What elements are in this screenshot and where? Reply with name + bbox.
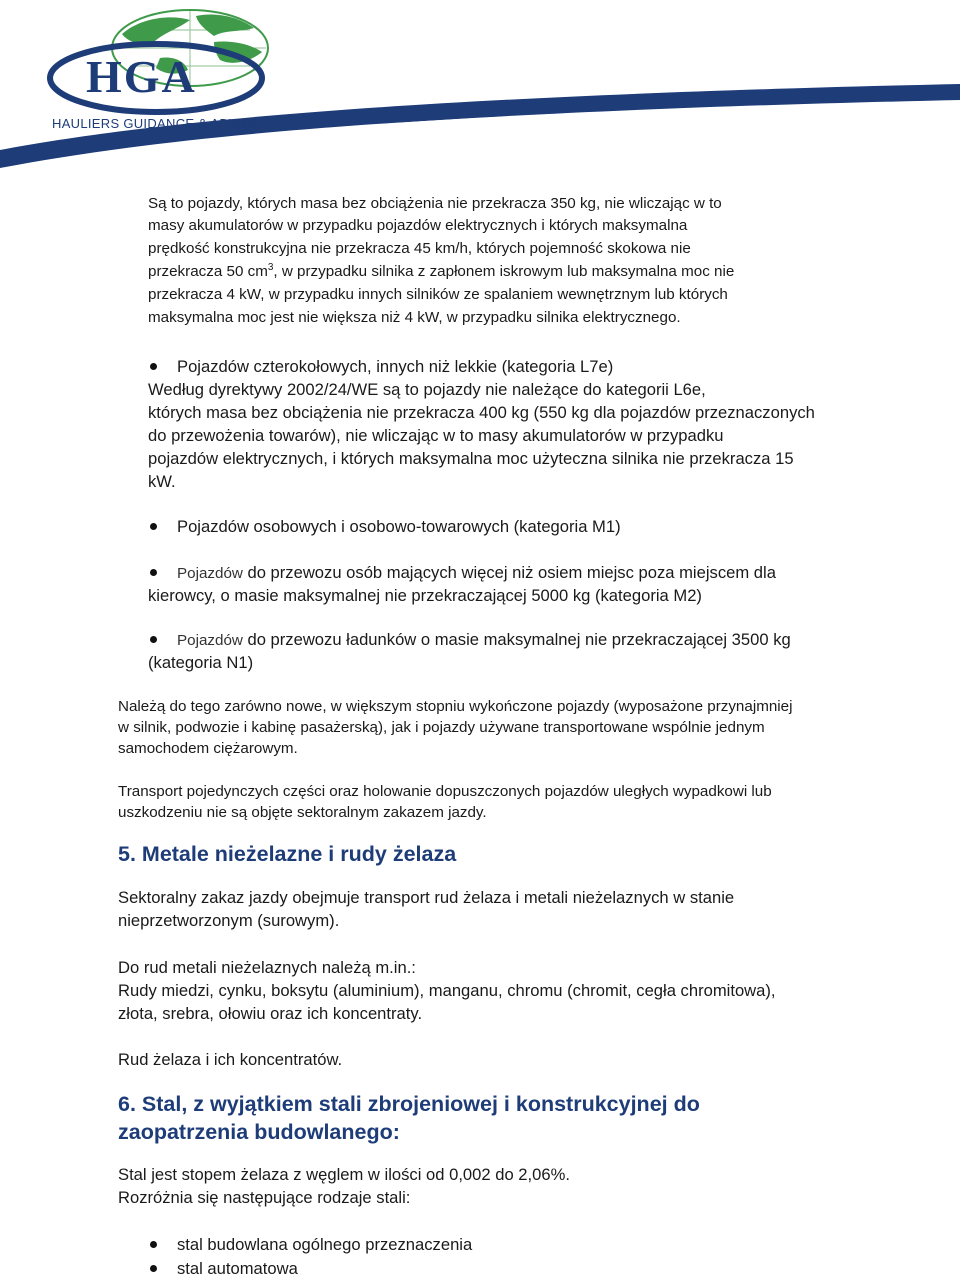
bullet-dot xyxy=(150,569,157,576)
intro-line: masy akumulatorów w przypadku pojazdów elektrycznych i których maksymalna xyxy=(148,217,688,234)
intro-text: , w przypadku silnika z zapłonem iskrowym lub maksymalna moc nie xyxy=(273,263,735,280)
para-line: Należą do tego zarówno nowe, w większym stopniu wykończone pojazdy (wyposażone przynajmniej xyxy=(118,698,793,715)
bullet-dot xyxy=(150,1265,157,1272)
bullet-text: (kategoria N1) xyxy=(148,653,254,672)
bullet-lead: Pojazdów xyxy=(177,565,243,582)
intro-line: maksymalna moc jest nie większa niż 4 kW, w przypadku silnika elektrycznego. xyxy=(148,309,681,326)
bullet-text: Według dyrektywy 2002/24/WE są to pojazdy nie należące do kategorii L6e, xyxy=(148,380,706,399)
intro-line: przekracza 4 kW, w przypadku innych silników ze spalaniem wewnętrznym lub których xyxy=(148,286,728,303)
bullet-heading xyxy=(177,561,776,585)
section-heading: 5. Metale nieżelazne i rudy żelaza xyxy=(118,842,457,866)
bullet-lead: Pojazdów xyxy=(177,632,243,649)
superscript: 3 xyxy=(267,261,274,273)
intro-text: przekracza 50 cm xyxy=(148,263,268,280)
bullet-heading xyxy=(177,628,791,652)
para-line: Sektoralny zakaz jazdy obejmuje transport rud żelaza i metali nieżelaznych w stanie xyxy=(118,888,735,907)
bullet-text: kW. xyxy=(148,472,176,491)
para-line: nieprzetworzonym (surowym). xyxy=(118,911,340,930)
intro-line: Są to pojazdy, których masa bez obciążenia nie przekracza 350 kg, nie wliczając w to xyxy=(148,195,722,212)
bullet-text: pojazdów elektrycznych, i których maksymalna moc użyteczna silnika nie przekracza 15 xyxy=(148,449,794,468)
bullet-dot xyxy=(150,523,157,530)
para-line: Rudy miedzi, cynku, boksytu (aluminium), manganu, chromu (chromit, cegła chromitowa), xyxy=(118,981,776,1000)
bullet-text: kierowcy, o masie maksymalnej nie przekraczającej 5000 kg (kategoria M2) xyxy=(148,586,702,605)
para-line: w silnik, podwozie i kabinę pasażerską), jak i pojazdy używane transportowane wspólnie jednym xyxy=(118,719,765,736)
bullet-dot xyxy=(150,636,157,643)
para-line: Stal jest stopem żelaza z węglem w ilości od 0,002 do 2,06%. xyxy=(118,1165,570,1184)
logo-wordmark: HGA xyxy=(86,51,197,102)
bullet-heading: Pojazdów osobowych i osobowo-towarowych (kategoria M1) xyxy=(177,517,621,536)
bullet-dot xyxy=(150,363,157,370)
para-line: Do rud metali nieżelaznych należą m.in.: xyxy=(118,958,416,977)
bullet-head-text: do przewozu ładunków o masie maksymalnej nie przekraczającej 3500 kg xyxy=(242,630,791,649)
section-heading: zaopatrzenia budowlanego: xyxy=(118,1120,400,1144)
para-line: uszkodzeniu nie są objęte sektoralnym zakazem jazdy. xyxy=(118,804,487,821)
para-line: Transport pojedynczych części oraz holowanie dopuszczonych pojazdów uległych wypadkowi lub xyxy=(118,783,772,800)
bullet-text: stal automatowa xyxy=(177,1259,298,1278)
bullet-text: stal budowlana ogólnego przeznaczenia xyxy=(177,1235,473,1254)
para-line: samochodem ciężarowym. xyxy=(118,740,298,757)
para-line: złota, srebra, ołowiu oraz ich koncentraty. xyxy=(118,1004,423,1023)
bullet-head-text: do przewozu osób mających więcej niż osiem miejsc poza miejscem dla xyxy=(242,563,776,582)
intro-line: prędkość konstrukcyjna nie przekracza 45 km/h, których pojemność skokowa nie xyxy=(148,240,691,257)
bullet-heading: Pojazdów czterokołowych, innych niż lekkie (kategoria L7e) xyxy=(177,357,614,376)
intro-line xyxy=(148,261,734,282)
logo-tagline: HAULIERS GUIDANCE & ADVICE xyxy=(52,116,261,131)
section-heading: 6. Stal, z wyjątkiem stali zbrojeniowej i konstrukcyjnej do xyxy=(118,1092,700,1116)
bullet-text: do przewożenia towarów), nie wliczając w to masy akumulatorów w przypadku xyxy=(148,426,724,445)
bullet-dot xyxy=(150,1241,157,1248)
page-header xyxy=(0,0,960,180)
para-line: Rud żelaza i ich koncentratów. xyxy=(118,1050,343,1069)
bullet-text: których masa bez obciążenia nie przekracza 400 kg (550 kg dla pojazdów przeznaczonych xyxy=(148,403,815,422)
para-line: Rozróżnia się następujące rodzaje stali: xyxy=(118,1188,411,1207)
